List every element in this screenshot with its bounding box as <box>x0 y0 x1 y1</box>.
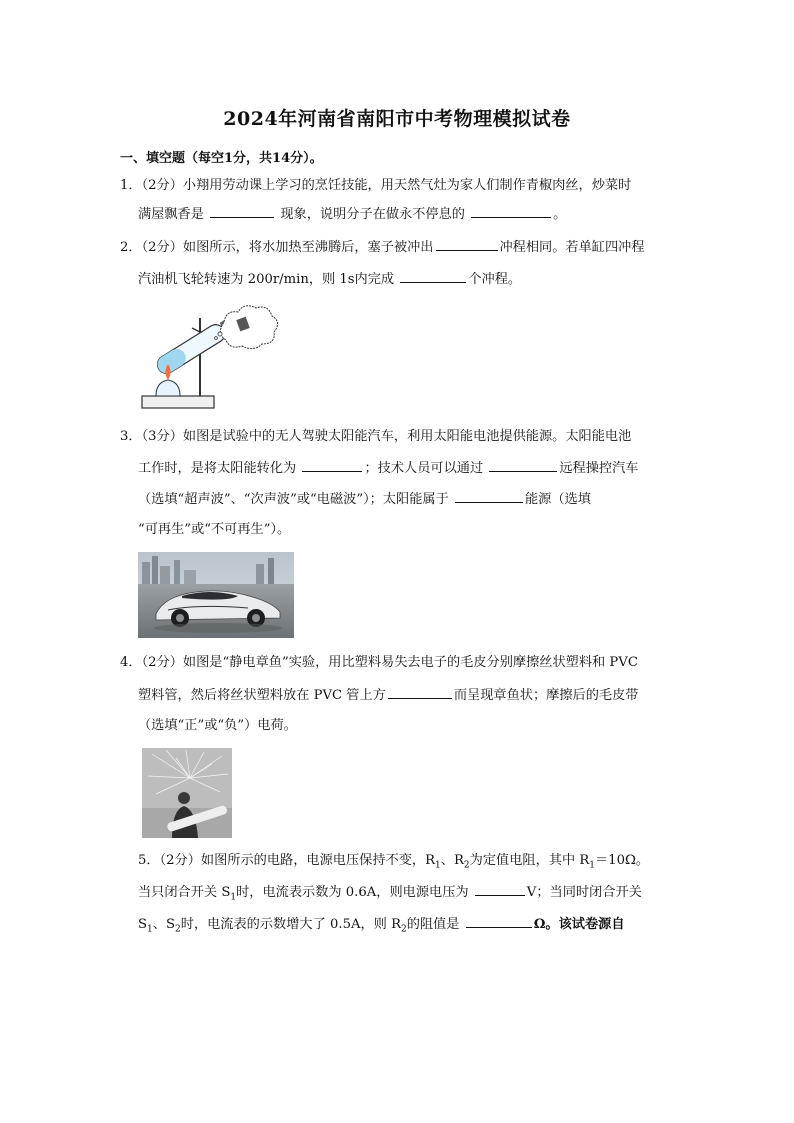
question-5-text-d: ＝10Ω。 <box>595 853 650 868</box>
question-1-line-1 <box>120 177 631 195</box>
question-5-text-l: Ω。该试卷源自 <box>533 917 625 932</box>
question-2-text-b: 冲程相同。若单缸四冲程 <box>499 240 645 255</box>
static-octopus-photo <box>142 748 232 838</box>
question-3-number: 3． <box>120 429 142 444</box>
subscript: 2 <box>401 924 407 935</box>
question-5-text-i: 、S <box>152 917 176 932</box>
answer-blank[interactable] <box>455 490 523 503</box>
question-5-text-c: 为定值电阻，其中 R <box>469 853 590 868</box>
question-4-text-b: 而呈现章鱼状；摩擦后的毛皮带 <box>453 688 639 703</box>
answer-blank[interactable] <box>388 686 452 699</box>
question-3-text: （3分）如图是试验中的无人驾驶太阳能汽车，利用太阳能电池提供能源。太阳能电池 <box>141 429 632 444</box>
subscript: 2 <box>175 924 181 935</box>
question-1-text: （2分）小翔用劳动课上学习的烹饪技能，用天然气灶为家人们制作青椒肉丝，炒菜时 <box>141 178 632 193</box>
question-5-line-1 <box>138 852 649 875</box>
question-2-number: 2． <box>120 240 142 255</box>
answer-blank[interactable] <box>466 915 532 928</box>
question-2-text-c: 汽油机飞轮转速为 200r/min，则 1s内完成 <box>138 272 395 287</box>
question-4-line-1 <box>120 654 638 672</box>
answer-blank[interactable] <box>210 205 274 218</box>
question-5-text-a: （2分）如图所示的电路，电源电压保持不变，R <box>159 853 436 868</box>
question-3-text-a: 工作时，是将太阳能转化为 <box>138 461 297 476</box>
question-1-text-b: 现象，说明分子在做永不停息的 <box>280 207 465 222</box>
question-3-line-3 <box>138 490 591 509</box>
question-4-text-a: 塑料管，然后将丝状塑料放在 PVC 管上方 <box>138 688 386 703</box>
question-3-line-2 <box>138 459 638 478</box>
section-heading: 一、填空题（每空1分，共14分）。 <box>120 151 323 166</box>
question-3-text-e: 能源（选填 <box>525 492 591 507</box>
subscript: 1 <box>230 892 237 903</box>
subscript: 2 <box>463 860 470 871</box>
question-4-text-c: （选填“正”或“负”）电荷。 <box>138 718 297 733</box>
question-5-text-f: 时，电流表示数为 0.6A，则电源电压为 <box>236 885 469 900</box>
answer-blank[interactable] <box>489 459 557 472</box>
answer-blank[interactable] <box>302 459 362 472</box>
question-2-line-1 <box>120 238 645 257</box>
question-3-text-c: 远程操控汽车 <box>559 461 639 476</box>
question-5-text-j: 时，电流表的示数增大了 0.5A，则 R <box>180 917 401 932</box>
question-3-text-d: （选填“超声波”、“次声波”或“电磁波”）；太阳能属于 <box>138 492 449 507</box>
page-title: 2024年河南省南阳市中考物理模拟试卷 <box>223 108 571 130</box>
question-5-text-k: 的阻值是 <box>406 917 460 932</box>
question-1-line-2 <box>138 205 566 224</box>
question-5-text-e: 当只闭合开关 S <box>138 885 231 900</box>
question-5-text-b: 、R <box>440 853 464 868</box>
question-1-number: 1． <box>120 178 142 193</box>
question-3-text-f: “可再生”或“不可再生”）。 <box>138 522 291 537</box>
test-tube-boiling-figure <box>136 296 286 416</box>
subscript: 1 <box>147 924 153 935</box>
answer-blank[interactable] <box>436 238 498 251</box>
subscript: 1 <box>435 860 441 871</box>
question-5-line-2 <box>138 883 642 907</box>
question-4-number: 4． <box>120 655 142 670</box>
answer-blank[interactable] <box>400 270 466 283</box>
question-3-line-1 <box>120 428 631 446</box>
question-1-text-a: 满屋飘香是 <box>138 207 204 222</box>
question-4-text: （2分）如图是“静电章鱼”实验，用比塑料易失去电子的毛皮分别摩擦丝状塑料和 PVC <box>141 655 638 670</box>
question-5-text-h: S <box>138 917 148 932</box>
question-4-line-3 <box>138 717 297 735</box>
question-2-text-d: 个冲程。 <box>468 272 522 287</box>
question-5-line-3 <box>138 915 625 939</box>
solar-car-photo <box>138 552 294 638</box>
subscript: 1 <box>589 860 595 871</box>
question-2-text-a: （2分）如图所示，将水加热至沸腾后，塞子被冲出 <box>141 240 434 255</box>
question-3-text-b: ；技术人员可以通过 <box>364 461 484 476</box>
question-1-text-c: 。 <box>553 207 567 222</box>
question-5-text-g: V；当同时闭合开关 <box>526 885 642 900</box>
answer-blank[interactable] <box>475 883 525 896</box>
question-3-line-4 <box>138 521 290 539</box>
question-2-line-2 <box>138 270 521 289</box>
answer-blank[interactable] <box>471 205 551 218</box>
question-5-number: 5． <box>138 853 160 868</box>
question-4-line-2 <box>138 686 639 705</box>
